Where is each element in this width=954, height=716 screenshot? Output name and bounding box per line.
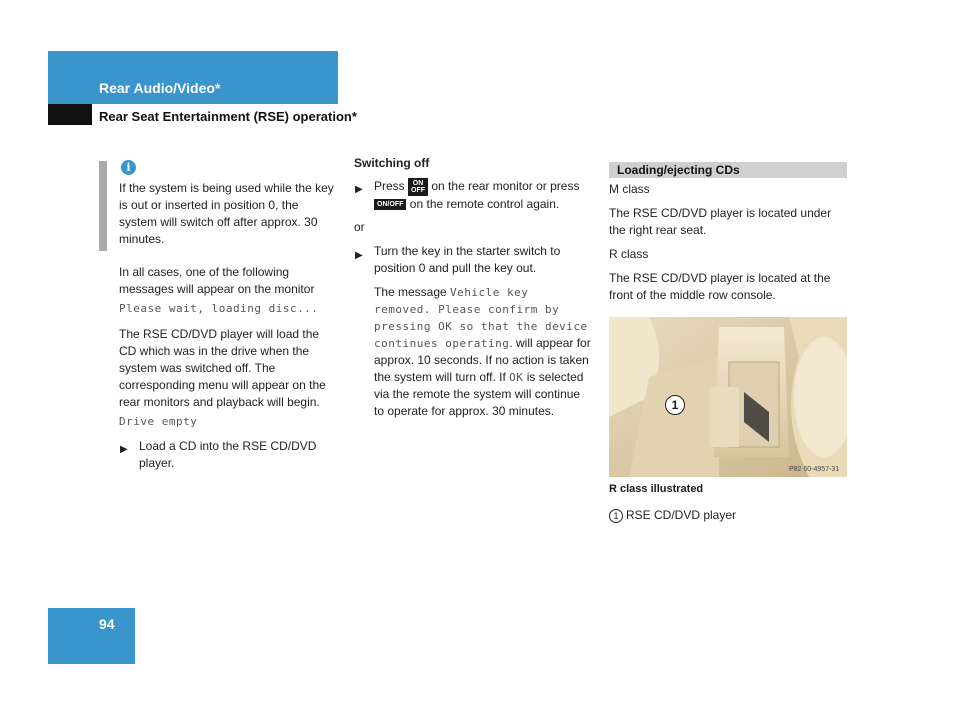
page-number-box — [48, 608, 135, 664]
onoff-remote-key-icon: ON/OFF — [374, 199, 406, 210]
or-text: or — [354, 220, 365, 234]
r-class-text: The RSE CD/DVD player is located at the front of the middle row console. — [609, 271, 831, 302]
bullet-arrow-icon: ▶ — [355, 250, 363, 261]
info-icon: i — [121, 160, 136, 175]
m-class-label: M class — [609, 182, 650, 196]
section-tab-marker — [48, 104, 92, 125]
note-bar — [99, 161, 107, 251]
subsection-title: Rear Seat Entertainment (RSE) operation* — [99, 109, 357, 124]
load-paragraph: The RSE CD/DVD player will load the CD which was in the drive when the system was switched off. The corresponding menu will appear on the rear monitors and playback will begin. — [119, 327, 326, 409]
bullet-load-cd: Load a CD into the RSE CD/DVD player. — [139, 439, 317, 470]
photo-caption: R class illustrated — [609, 483, 704, 495]
m-class-text: The RSE CD/DVD player is located under the right rear seat. — [609, 206, 832, 237]
on-off-key-icon: ON OFF — [408, 178, 428, 196]
vehicle-key-message-paragraph: The message Vehicle key removed. Please confirm by pressing OK so that the device continues operating. will appear for approx. 10 seconds. If no action is taken the system will turn off. If OK is selected via the remote the system will continue to operate for approx. 30 minutes. — [374, 285, 591, 418]
photo-reference-code: P82 60-4957-31 — [789, 466, 840, 473]
bullet-arrow-icon: ▶ — [120, 444, 128, 455]
rse-player-photo — [609, 317, 847, 477]
r-class-label: R class — [609, 247, 649, 261]
bullet-arrow-icon: ▶ — [355, 184, 363, 195]
monitor-message-empty: Drive empty — [119, 415, 198, 428]
switching-off-heading: Switching off — [354, 156, 430, 170]
info-note-text: If the system is being used while the key is out or inserted in position 0, the system will switch off after approx. 30 minutes. — [119, 181, 334, 246]
legend-item: 1 RSE CD/DVD player — [609, 507, 736, 524]
legend-number: 1 — [609, 509, 623, 523]
monitor-message-loading: Please wait, loading disc... — [119, 302, 319, 315]
section-title: Rear Audio/Video* — [99, 80, 221, 96]
photo-callout-1: 1 — [665, 395, 685, 415]
bullet-press-onoff: Press ON OFF on the rear monitor or press ON/OFF on the remote control again. — [374, 179, 580, 211]
loading-ejecting-heading: Loading/ejecting CDs — [617, 163, 740, 177]
header-banner — [48, 51, 338, 104]
page-number: 94 — [99, 616, 115, 632]
bullet-turn-key: Turn the key in the starter switch to position 0 and pull the key out. — [374, 244, 561, 275]
intro-text: In all cases, one of the following messages will appear on the monitor — [119, 265, 315, 296]
